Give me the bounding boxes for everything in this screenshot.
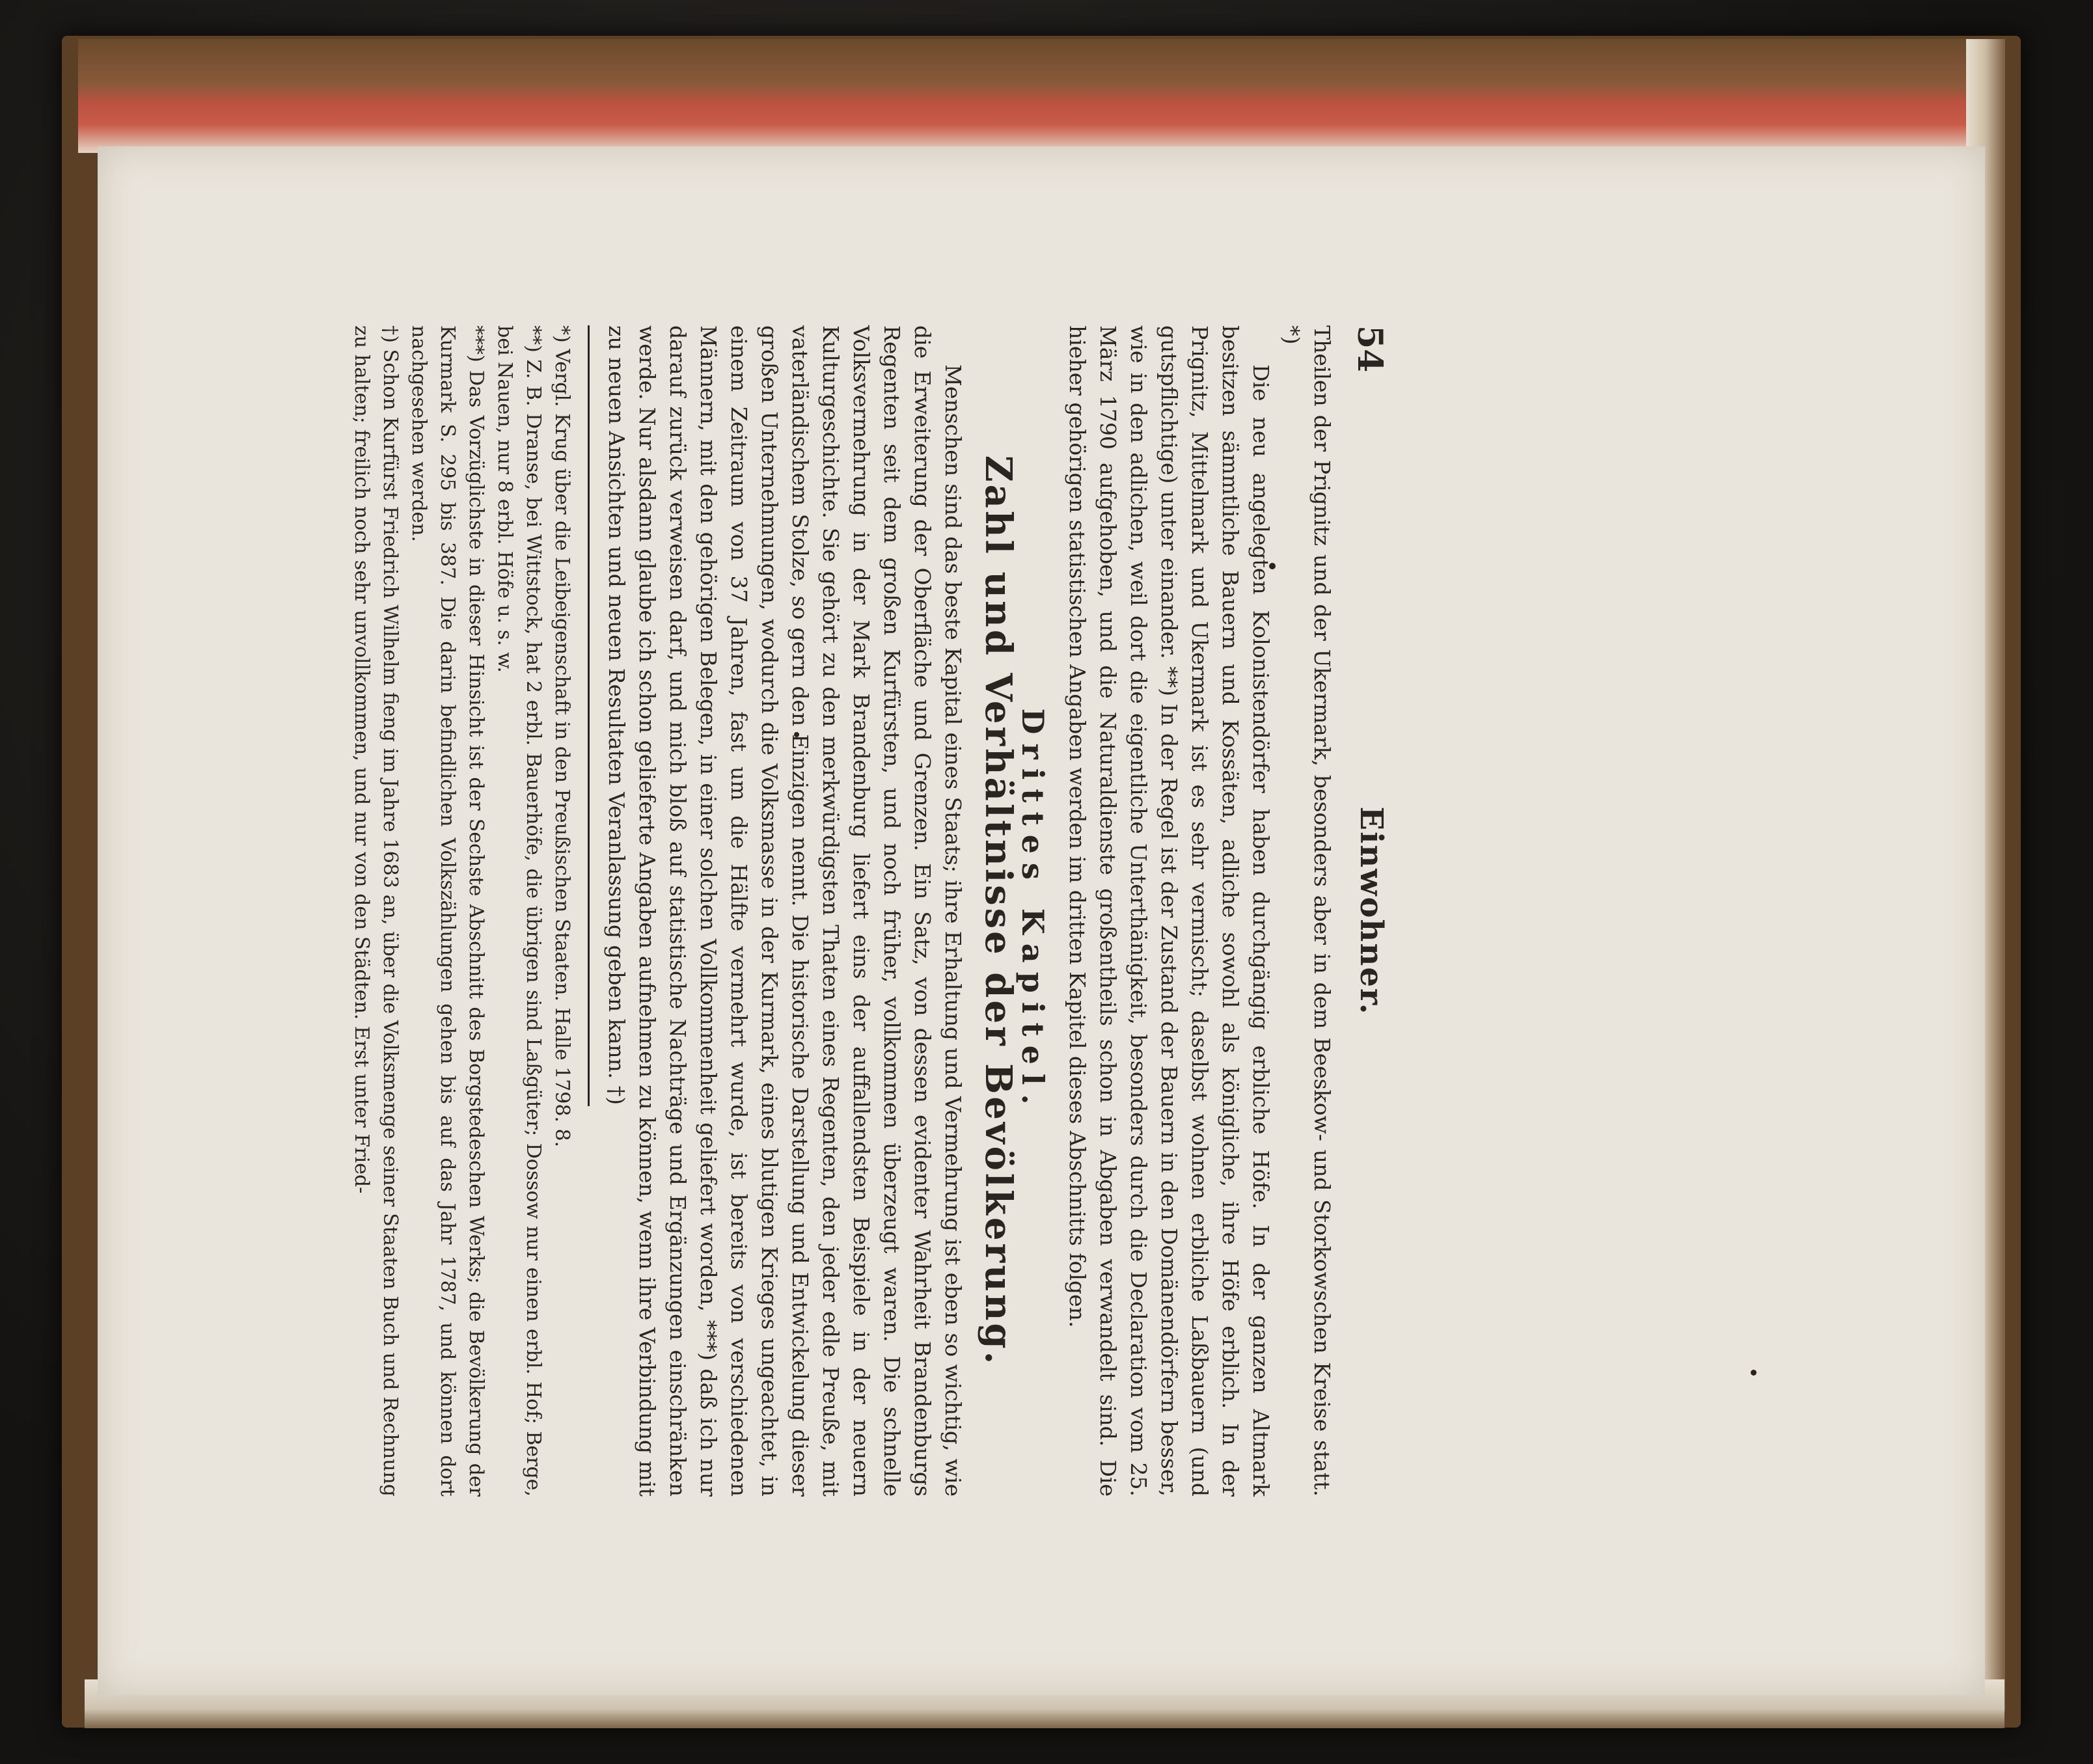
footnote-item: *) Vergl. Krug über die Leibeigenschaft in den Preußischen Staaten. Halle 1798. 8. bbox=[551, 325, 573, 1148]
chapter-subtitle: Zahl und Verhältnisse der Bevölkerung. bbox=[977, 455, 1020, 1367]
page-head-title: Einwohner. bbox=[1353, 806, 1389, 1016]
paragraph-colonists: Die neu angelegten Kolonistendörfer haben durchgängig erbliche Höfe. In der ganzen Altmark besitzen sämmtliche Bauern und Kossäten, adliche sowohl als königliche, ihre Höfe erblich. In der Prignitz, Mittelmark und Ukermark ist es sehr vermischt; daselbst wohnen erbliche Laßbauern (und gutspflichtige) unter einander. **) In der Regel ist der Zustand der Bauern in den Domänendörfern besser, wie in den adlichen, weil dort die eigentliche Unterthänigkeit, besonders durch die Declaration vom 25. März 1790 aufgehoben, und die Naturaldienste großentheils schon in Abgaben verwandelt sind. Die hieher gehörigen statistischen Angaben werden im dritten Kapitel dieses Abschnitts folgen. bbox=[1065, 325, 1274, 1497]
page-number: 54 bbox=[1350, 325, 1389, 373]
footnote-divider bbox=[588, 325, 590, 1106]
rotated-page-content bbox=[350, 325, 1389, 1497]
footnotes bbox=[347, 325, 576, 1497]
footnote-item: ***) Das Vorzüglichste in dieser Hinsicht ist der Sechste Abschnitt des Borgstedeschen Werks; die Bevölkerung der Kurmark S. 295 bis 387. Die darin befindlichen Volkszählungen gehen bis auf das Jahr 1787, und können dort nachgesehen werden. bbox=[407, 325, 487, 1497]
page-edges-red bbox=[78, 39, 2004, 153]
paragraph-continuation: Theilen der Prignitz und der Ukermark, besonders aber in dem Beeskow- und Storkowschen Kreise statt. *) bbox=[1279, 325, 1335, 1497]
chapter-title: Drittes Kapitel. bbox=[1015, 708, 1050, 1114]
footnote-item: **) Z. B. Dranse, bei Wittstock, hat 2 erbl. Bauerhöfe, die übrigen sind Laßgüter; Dossow nur einen erbl. Hof; Berge, bei Nauen, nur 8 erbl. Höfe u. s. w. bbox=[493, 325, 545, 1497]
page-body bbox=[347, 325, 1337, 1497]
paragraph-population: Menschen sind das beste Kapital eines Staats; ihre Erhaltung und Vermehrung ist eben so wichtig, wie die Erweiterung der Oberfläche und Grenzen. Ein Satz, von dessen evidenter Wahrheit Brandenburgs Regenten seit dem großen Kurfürsten, und noch früher, vollkommen überzeugt waren. Die schnelle Volksvermehrung in der Mark Brandenburg liefert eins der auffallendsten Beispiele in der neuern Kulturgeschichte. Sie gehört zu den merkwürdigsten Thaten eines Regenten, den jeder edle Preuße, mit vaterländischem Stolze, so gern den Einzigen nennt. Die historische Darstellung und Entwickelung dieser großen Unternehmungen, wodurch die Volksmasse in der Kurmark, eines blutigen Krieges ungeachtet, in einem Zeitraum von 37 Jahren, fast um die Hälfte vermehrt wurde, ist bereits von verschiedenen Männern, mit den gehörigen Belegen, in einer solchen Vollkommenheit geliefert worden, ***) daß ich nur darauf zurück verweisen darf, und mich bloß auf statistische Nachträge und Ergänzungen einschränken werde. Nur alsdann glaube ich schon gelieferte Angaben aufnehmen zu können, wenn ihre Verbindung mit zu neuen Ansichten und neuen Resultaten Veranlassung geben kann. †) bbox=[604, 325, 966, 1497]
footnote-item: †) Schon Kurfürst Friedrich Wilhelm fieng im Jahre 1683 an, über die Volksmenge seiner Staaten Buch und Rechnung zu halten; freilich noch sehr unvollkommen, und nur von den Städten. Erst unter Fried- bbox=[350, 325, 402, 1497]
running-head bbox=[1350, 325, 1389, 1497]
paper-speck bbox=[1751, 1370, 1757, 1376]
